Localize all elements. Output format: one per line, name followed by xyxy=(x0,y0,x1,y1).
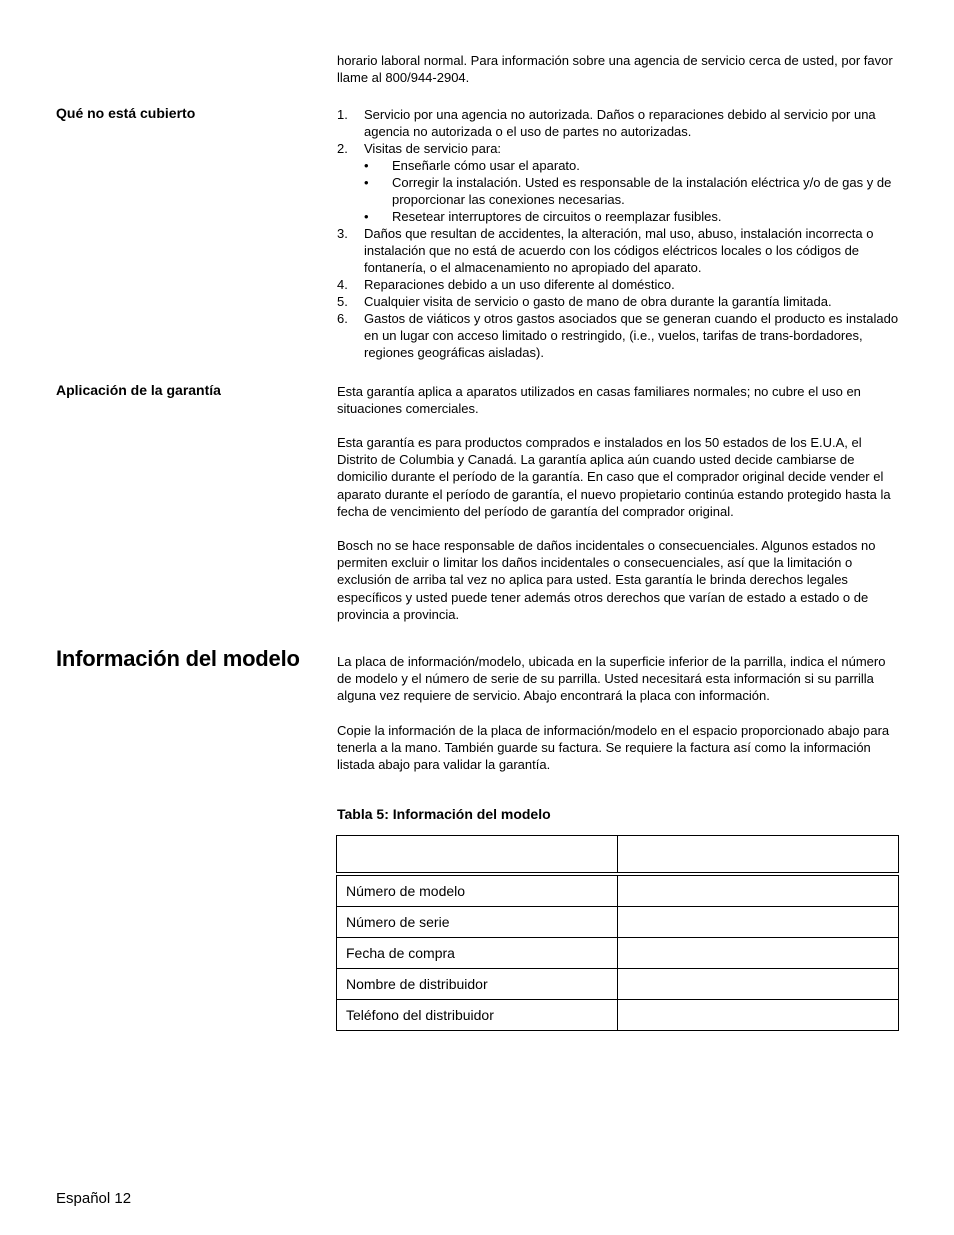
bullet: • xyxy=(364,209,369,224)
list-number: 3. xyxy=(337,226,348,241)
model-info-table xyxy=(336,835,899,1031)
model-info-paragraph: La placa de información/modelo, ubicada en la superficie inferior de la parrilla, indica el número de modelo y el número de serie de su parrilla. Usted necesitará esta información si su parrilla alguna vez requiere de servicio. Abajo encontrará la placa con información. xyxy=(337,654,886,704)
table-row xyxy=(337,907,899,938)
sub-list-text: Corregir la instalación. Usted es responsable de la instalación eléctrica y/o de gas y de proporcionar las conexiones necesarias. xyxy=(392,175,892,207)
sub-list-item xyxy=(336,208,900,225)
list-text: Daños que resultan de accidentes, la alteración, mal uso, abuso, instalación incorrecta o instalación que no está de acuerdo con los códigos eléctricos locales o los códigos de fontanería, o el almacenamiento no apropiado del aparato. xyxy=(364,226,874,275)
table-value-cell[interactable] xyxy=(618,969,899,1000)
application-heading: Aplicación de la garantía xyxy=(56,382,221,398)
list-number: 6. xyxy=(337,311,348,326)
model-info-heading: Información del modelo xyxy=(56,646,300,671)
table-header-cell xyxy=(337,836,618,875)
application-paragraph: Esta garantía aplica a aparatos utilizados en casas familiares normales; no cubre el uso en situaciones comerciales. xyxy=(337,384,861,417)
list-text: Gastos de viáticos y otros gastos asociados que se generan cuando el producto es instalado en un lugar con acceso limitado o restringido, (i.e., vuelos, tarifas de trans-bordadores, regiones geográficas aisladas). xyxy=(364,311,899,360)
table-label-cell: Número de serie xyxy=(337,907,618,938)
sub-list-text: Enseñarle cómo usar el aparato. xyxy=(392,158,580,173)
list-item xyxy=(336,225,900,276)
list-text: Reparaciones debido a un uso diferente al doméstico. xyxy=(364,277,675,292)
list-text: Cualquier visita de servicio o gasto de mano de obra durante la garantía limitada. xyxy=(364,294,832,309)
model-info-paragraph: Copie la información de la placa de información/modelo en el espacio proporcionado abajo para tenerla a la mano. También guarde su factura. Se requiere la factura así como la información listada abajo para validar la garantía. xyxy=(337,723,890,773)
list-item xyxy=(336,293,900,310)
table-header-row xyxy=(337,836,899,875)
list-text: Servicio por una agencia no autorizada. Daños o reparaciones debido al servicio por una agencia no autorizada o el uso de partes no autorizadas. xyxy=(364,107,876,139)
sub-list-item xyxy=(336,174,900,208)
table-value-cell[interactable] xyxy=(618,874,899,907)
table-caption: Tabla 5: Información del modelo xyxy=(337,806,551,822)
page-footer: Español 12 xyxy=(56,1190,132,1207)
table-row xyxy=(337,874,899,907)
list-item xyxy=(336,276,900,293)
table-row xyxy=(337,938,899,969)
list-number: 4. xyxy=(337,277,348,292)
list-item xyxy=(336,140,900,157)
table-row xyxy=(337,969,899,1000)
bullet: • xyxy=(364,158,369,173)
table-value-cell[interactable] xyxy=(618,907,899,938)
sub-list-item xyxy=(336,157,900,174)
list-number: 2. xyxy=(337,141,348,156)
table-label-cell: Fecha de compra xyxy=(337,938,618,969)
list-number: 1. xyxy=(337,107,348,122)
not-covered-heading: Qué no está cubierto xyxy=(56,105,196,121)
application-paragraph: Esta garantía es para productos comprados e instalados en los 50 estados de los E.U.A, el Distrito de Columbia y Canadá. La garantía aplica aún cuando usted decide cambiarse de domicilio durante el período de la garantía. En caso que el comprador original decide vender el aparato durante el período de garantía, el nuevo propietario continúa estando protegido hasta la fecha de vencimiento del período de garantía del comprador original. xyxy=(337,435,891,519)
table-value-cell[interactable] xyxy=(618,938,899,969)
table-label-cell: Nombre de distribuidor xyxy=(337,969,618,1000)
application-paragraph: Bosch no se hace responsable de daños incidentales o consecuenciales. Algunos estados no permiten excluir o limitar los daños incidentales o consecuenciales, así que la limitación o exclusión de arriba tal vez no aplica para usted. Esta garantía le brinda derechos legales específicos y usted puede tener además otros derechos que varían de estado a estado o de provincia a provincia. xyxy=(337,538,876,622)
table-row xyxy=(337,1000,899,1031)
table-label-cell: Número de modelo xyxy=(337,874,618,907)
bullet: • xyxy=(364,175,369,190)
intro-paragraph: horario laboral normal. Para información sobre una agencia de servicio cerca de usted, por favor llame al 800/944-2904. xyxy=(337,53,893,86)
table-label-cell: Teléfono del distribuidor xyxy=(337,1000,618,1031)
table-value-cell[interactable] xyxy=(618,1000,899,1031)
list-item xyxy=(336,310,900,361)
list-text: Visitas de servicio para: xyxy=(364,141,502,156)
list-item xyxy=(336,106,900,140)
not-covered-list xyxy=(336,106,900,361)
table-header-cell xyxy=(618,836,899,875)
sub-list-text: Resetear interruptores de circuitos o reemplazar fusibles. xyxy=(392,209,722,224)
list-number: 5. xyxy=(337,294,348,309)
